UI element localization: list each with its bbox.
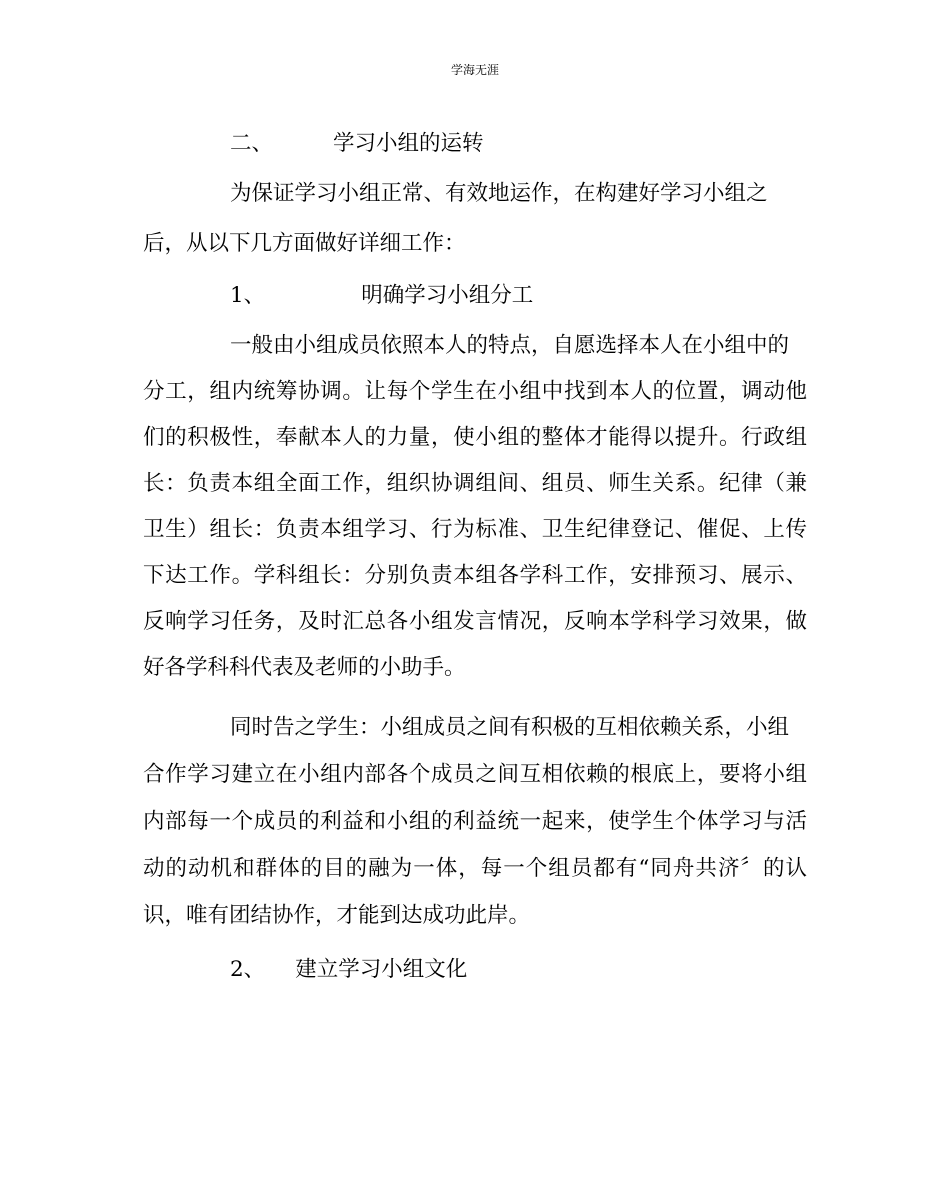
document-body <box>143 123 807 993</box>
paragraph-line: 识，唯有团结协作，才能到达成功此岸。 <box>143 903 531 928</box>
paragraph-line: 同时告之学生：小组成员之间有积极的互相依赖关系，小组 <box>230 715 790 740</box>
item1-heading <box>230 275 533 317</box>
paragraph-line: 合作学习建立在小组内部各个成员之间互相依赖的根底上，要将小组 <box>143 762 807 787</box>
intro-line: 为保证学习小组正常、有效地运作，在构建好学习小组之 <box>230 181 768 206</box>
paragraph-line: 分工，组内统筹协调。让每个学生在小组中找到本人的位置，调动他 <box>143 379 807 404</box>
paragraph-line: 反响学习任务，及时汇总各小组发言情况，反响本学科学习效果，做 <box>143 609 807 634</box>
page-header: 学海无涯 <box>450 63 499 77</box>
paragraph-line: 内部每一个成员的利益和小组的利益统一起来，使学生个体学习与活 <box>143 809 807 834</box>
item2-title: 建立学习小组文化 <box>295 957 468 982</box>
paragraph-line: 们的积极性，奉献本人的力量，使小组的整体才能得以提升。行政组 <box>143 425 807 450</box>
item2-heading <box>230 949 467 991</box>
item1-title: 明确学习小组分工 <box>361 283 534 308</box>
item2-number: 2、 <box>230 957 266 982</box>
section-title: 学习小组的运转 <box>333 131 484 156</box>
intro-line: 后，从以下几方面做好详细工作： <box>143 231 466 256</box>
section-heading <box>230 123 484 165</box>
paragraph-line: 下达工作。学科组长：分别负责本组各学科工作，安排预习、展示、 <box>143 563 807 588</box>
paragraph-line: 好各学科科代表及老师的小助手。 <box>143 655 466 680</box>
section-number: 二、 <box>230 131 274 156</box>
paragraph-line: 卫生）组长：负责本组学习、行为标准、卫生纪律登记、催促、上传 <box>143 517 807 542</box>
paragraph-line: 长：负责本组全面工作，组织协调组间、组员、师生关系。纪律（兼 <box>143 471 807 496</box>
paragraph-line: 一般由小组成员依照本人的特点，自愿选择本人在小组中的 <box>230 333 790 358</box>
item1-number: 1、 <box>230 283 266 308</box>
paragraph-line: 动的动机和群体的目的融为一体，每一个组员都有“同舟共济〞的认 <box>143 856 807 881</box>
